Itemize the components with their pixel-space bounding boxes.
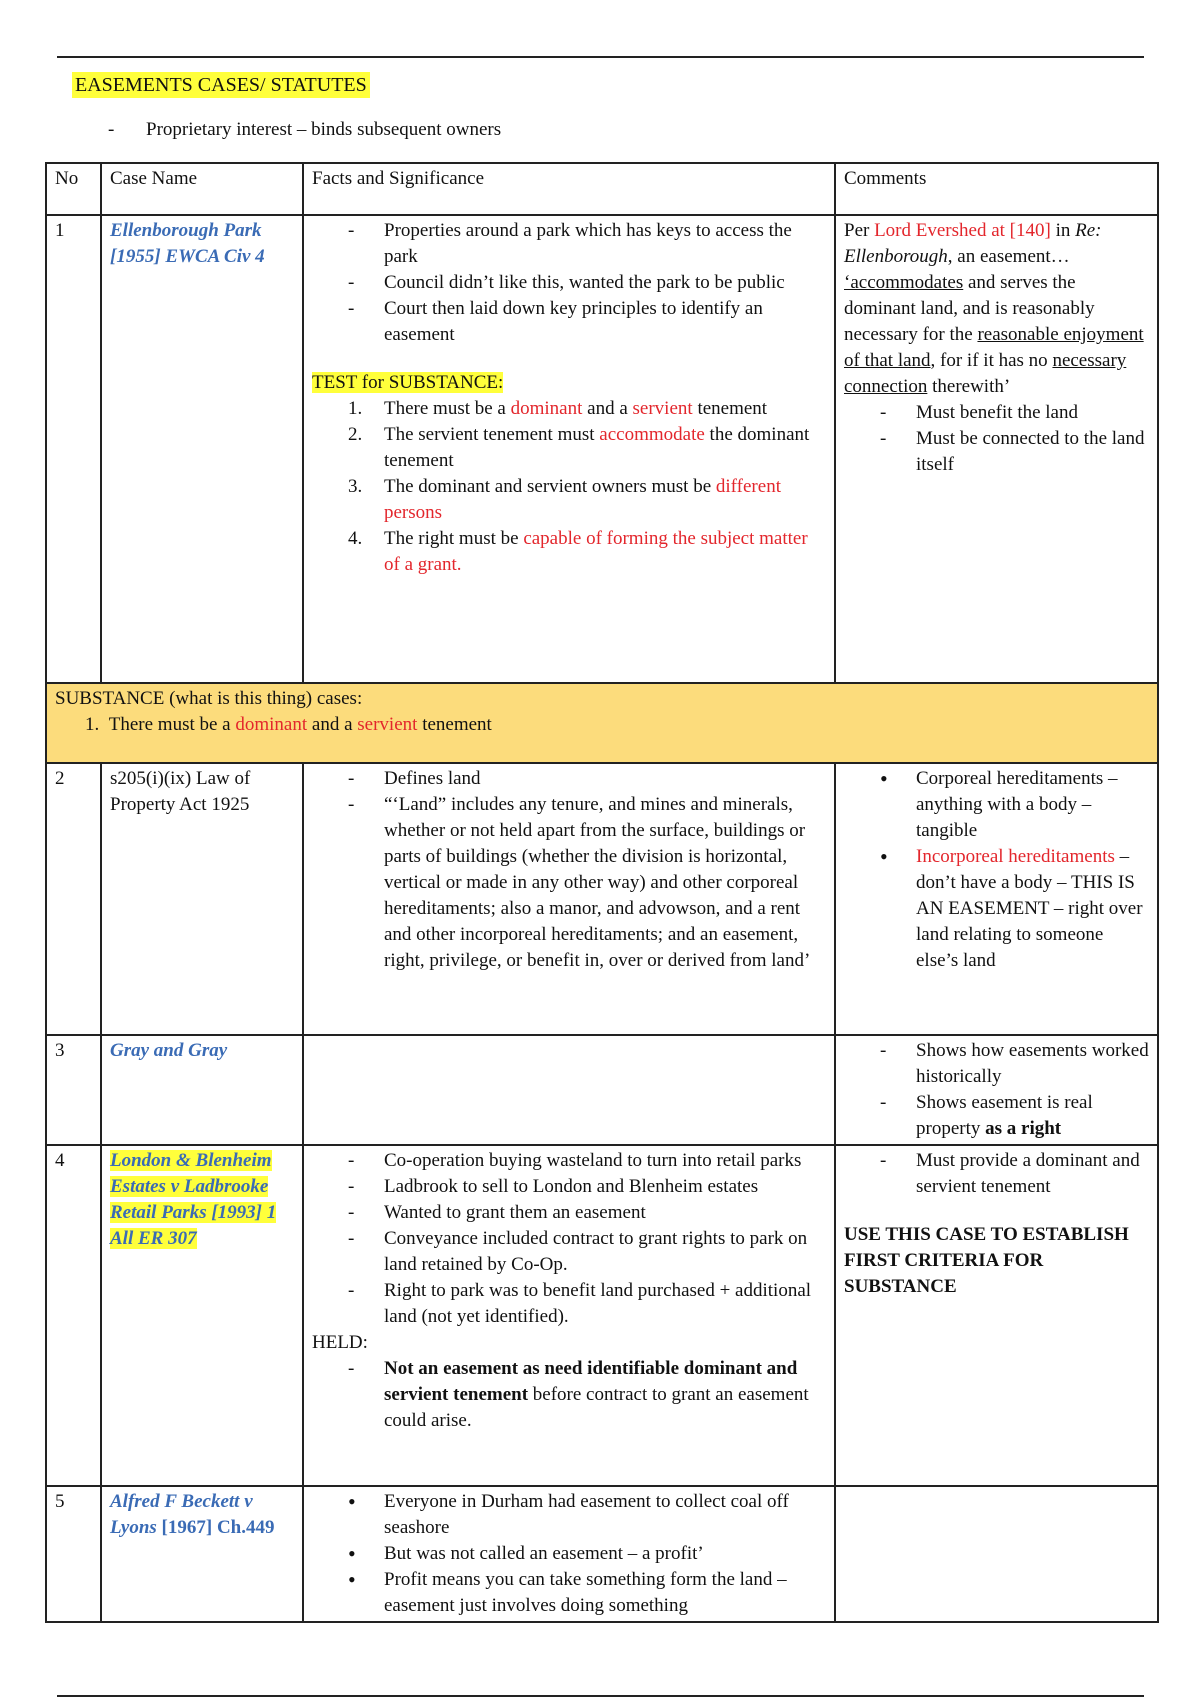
section-heading: SUBSTANCE (what is this thing) cases: (55, 688, 363, 709)
table-header-row (46, 163, 1158, 215)
list-item: - Shows how easements worked historically (844, 1038, 1149, 1090)
list-item: - Court then laid down key principles to identify an easement (312, 296, 826, 348)
row-number: 4 (46, 1145, 101, 1486)
list-item: - Co-operation buying wasteland to turn into retail parks (312, 1148, 826, 1174)
list-item: - Shows easement is real property as a right (844, 1090, 1149, 1142)
document-title: EASEMENTS CASES/ STATUTES (72, 72, 370, 98)
case-name: London & Blenheim Estates v Ladbrooke Retail Parks [1993] 1 All ER 307 (110, 1150, 277, 1249)
facts-cell (303, 763, 835, 1035)
row-number: 2 (46, 763, 101, 1035)
row-number: 5 (46, 1486, 101, 1622)
list-item: There must be a dominant and a servient tenement (384, 398, 768, 419)
list-item: • Profit means you can take something form the land – easement just involves doing something (312, 1567, 826, 1619)
case-name: s205(i)(ix) Law of Property Act 1925 (101, 763, 303, 1035)
list-item: - Ladbrook to sell to London and Blenheim estates (312, 1174, 826, 1200)
header-comments: Comments (835, 163, 1158, 215)
table-row (46, 215, 1158, 683)
table-row (46, 1486, 1158, 1622)
list-item: - Wanted to grant them an easement (312, 1200, 826, 1226)
list-item: - Must be connected to the land itself (844, 426, 1149, 478)
list-item: - Council didn’t like this, wanted the park to be public (312, 270, 826, 296)
comments-cell (835, 1145, 1158, 1486)
list-item: • But was not called an easement – a profit’ (312, 1541, 826, 1567)
list-item: The right must be capable of forming the subject matter of a grant. (384, 528, 808, 575)
list-item: - Must benefit the land (844, 400, 1149, 426)
intro-text: Proprietary interest – binds subsequent owners (146, 119, 502, 140)
facts-cell (303, 1035, 835, 1145)
bottom-rule (57, 1695, 1144, 1697)
facts-cell (303, 215, 835, 683)
list-item: The dominant and servient owners must be different persons (384, 476, 781, 523)
table-row (46, 1145, 1158, 1486)
test-heading: TEST for SUBSTANCE: (312, 372, 504, 393)
header-case-name: Case Name (101, 163, 303, 215)
table-row (46, 1035, 1158, 1145)
section-criterion: 1. There must be a dominant and a servient tenement (85, 714, 492, 735)
comments-cell (835, 763, 1158, 1035)
comments-cell (835, 1486, 1158, 1622)
row-number: 1 (46, 215, 101, 683)
comment-quote: Per Lord Evershed at [140] in Re: Ellenborough, an easement… ‘accommodates and serves the dominant land, and is reasonably necessary for the reasonable enjoyment of that land, for if it has no necessary connection therewith’ (844, 220, 1144, 397)
case-name: Ellenborough Park [1955] EWCA Civ 4 (110, 220, 265, 267)
intro-bullet: - Proprietary interest – binds subsequent owners (108, 119, 502, 140)
comments-cell (835, 1035, 1158, 1145)
section-row (46, 683, 1158, 763)
section-cell (46, 683, 1158, 763)
table-row (46, 763, 1158, 1035)
header-no: No (46, 163, 101, 215)
comments-cell (835, 215, 1158, 683)
facts-cell (303, 1486, 835, 1622)
list-item: - Conveyance included contract to grant rights to park on land retained by Co-Op. (312, 1226, 826, 1278)
list-item: - “‘Land” includes any tenure, and mines and minerals, whether or not held apart from the surface, buildings or parts of buildings (whether the division is horizontal, vertical or made in any other way) and other corporeal hereditaments; also a manor, and advowson, and a rent and other incorporeal hereditaments; and an easement, right, privilege, or benefit in, over or derived from land’ (312, 792, 826, 974)
list-item: - Properties around a park which has keys to access the park (312, 218, 826, 270)
list-item: • Corporeal hereditaments – anything with a body – tangible (844, 766, 1149, 844)
row-number: 3 (46, 1035, 101, 1145)
list-item: - Defines land (312, 766, 826, 792)
facts-cell (303, 1145, 835, 1486)
held-label: HELD: (312, 1332, 368, 1353)
header-facts: Facts and Significance (303, 163, 835, 215)
top-rule (57, 56, 1144, 58)
list-item: • Incorporeal hereditaments – don’t have a body – THIS IS AN EASEMENT – right over land relating to someone else’s land (844, 844, 1149, 974)
case-name: Gray and Gray (110, 1040, 228, 1061)
list-item: - Must provide a dominant and servient tenement (844, 1148, 1149, 1200)
list-item: - Right to park was to benefit land purchased + additional land (not yet identified). (312, 1278, 826, 1330)
cases-table (45, 162, 1159, 1623)
list-item: - Not an easement as need identifiable dominant and servient tenement before contract to grant an easement could arise. (312, 1356, 826, 1434)
list-item: • Everyone in Durham had easement to collect coal off seashore (312, 1489, 826, 1541)
list-item: The servient tenement must accommodate the dominant tenement (384, 424, 810, 471)
use-case-note: USE THIS CASE TO ESTABLISH FIRST CRITERIA FOR SUBSTANCE (844, 1224, 1129, 1297)
case-name: Alfred F Beckett v Lyons [1967] Ch.449 (101, 1486, 303, 1622)
